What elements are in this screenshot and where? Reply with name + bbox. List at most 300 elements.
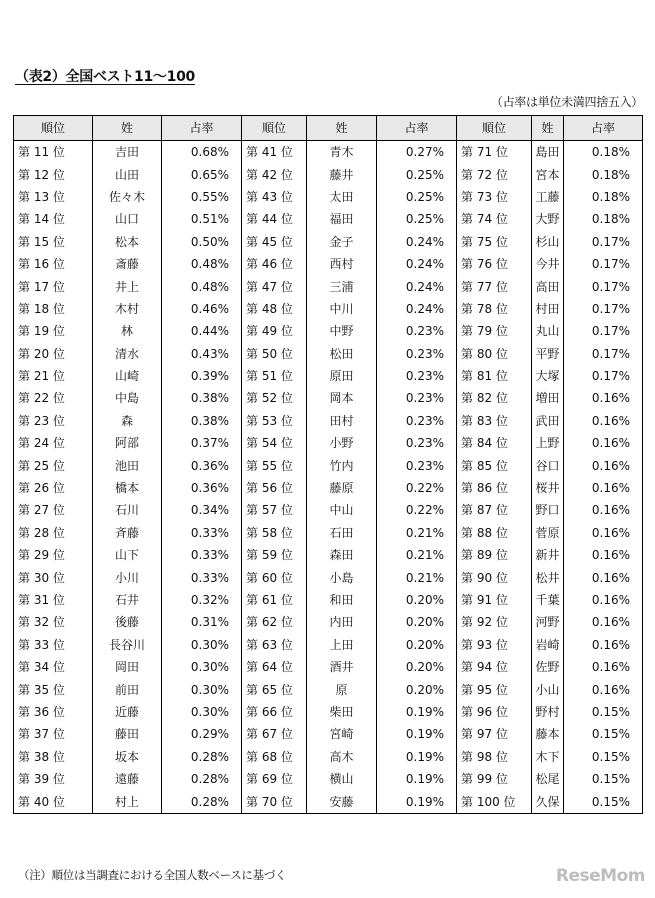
share-cell: 0.68% (162, 141, 242, 164)
rank-cell: 第 68 位 (242, 746, 307, 768)
rank-cell: 第 99 位 (457, 768, 532, 790)
rank-cell: 第 26 位 (14, 477, 93, 499)
surname-cell: 小野 (307, 432, 377, 454)
surname-cell: 今井 (532, 253, 564, 275)
surname-cell: 森田 (307, 544, 377, 566)
share-cell: 0.16% (564, 522, 643, 544)
rank-cell: 第 51 位 (242, 365, 307, 387)
surname-cell: 菅原 (532, 522, 564, 544)
table-row (14, 365, 643, 387)
rank-cell: 第 23 位 (14, 410, 93, 432)
surname-cell: 佐々木 (93, 186, 162, 208)
rank-cell: 第 91 位 (457, 589, 532, 611)
surname-cell: 前田 (93, 678, 162, 700)
table-row (14, 275, 643, 297)
rank-cell: 第 89 位 (457, 544, 532, 566)
surname-cell: 上野 (532, 432, 564, 454)
rank-cell: 第 94 位 (457, 656, 532, 678)
table-row (14, 544, 643, 566)
share-cell: 0.28% (162, 746, 242, 768)
surname-cell: 佐野 (532, 656, 564, 678)
share-cell: 0.48% (162, 253, 242, 275)
table-row (14, 298, 643, 320)
header-surname: 姓 (93, 116, 162, 141)
table-row (14, 589, 643, 611)
rank-cell: 第 46 位 (242, 253, 307, 275)
share-cell: 0.65% (162, 163, 242, 185)
share-cell: 0.29% (162, 723, 242, 745)
surname-cell: 小島 (307, 566, 377, 588)
rank-cell: 第 37 位 (14, 723, 93, 745)
surname-cell: 平野 (532, 343, 564, 365)
share-cell: 0.36% (162, 454, 242, 476)
share-cell: 0.16% (564, 544, 643, 566)
surname-cell: 吉田 (93, 141, 162, 164)
share-cell: 0.22% (377, 499, 457, 521)
rank-cell: 第 62 位 (242, 611, 307, 633)
share-cell: 0.15% (564, 723, 643, 745)
share-cell: 0.30% (162, 678, 242, 700)
rank-cell: 第 20 位 (14, 343, 93, 365)
share-cell: 0.51% (162, 208, 242, 230)
surname-cell: 太田 (307, 186, 377, 208)
share-cell: 0.17% (564, 320, 643, 342)
table-row (14, 768, 643, 790)
rank-cell: 第 44 位 (242, 208, 307, 230)
rank-cell: 第 16 位 (14, 253, 93, 275)
surname-cell: 林 (93, 320, 162, 342)
share-cell: 0.20% (377, 611, 457, 633)
surname-cell: 石川 (93, 499, 162, 521)
share-cell: 0.15% (564, 790, 643, 813)
table-row (14, 186, 643, 208)
rank-cell: 第 87 位 (457, 499, 532, 521)
surname-cell: 上田 (307, 634, 377, 656)
table-row (14, 410, 643, 432)
table-row (14, 208, 643, 230)
share-cell: 0.38% (162, 387, 242, 409)
share-cell: 0.16% (564, 566, 643, 588)
surname-cell: 岡田 (93, 656, 162, 678)
surname-cell: 大塚 (532, 365, 564, 387)
rank-cell: 第 70 位 (242, 790, 307, 813)
surname-cell: 石井 (93, 589, 162, 611)
surname-cell: 新井 (532, 544, 564, 566)
rank-cell: 第 42 位 (242, 163, 307, 185)
share-cell: 0.50% (162, 231, 242, 253)
table-row (14, 253, 643, 275)
rank-cell: 第 11 位 (14, 141, 93, 164)
share-cell: 0.38% (162, 410, 242, 432)
surname-cell: 和田 (307, 589, 377, 611)
rank-cell: 第 27 位 (14, 499, 93, 521)
table-row (14, 231, 643, 253)
surname-cell: 安藤 (307, 790, 377, 813)
rank-cell: 第 17 位 (14, 275, 93, 297)
rank-cell: 第 53 位 (242, 410, 307, 432)
rank-cell: 第 14 位 (14, 208, 93, 230)
share-cell: 0.23% (377, 365, 457, 387)
rank-cell: 第 52 位 (242, 387, 307, 409)
surname-cell: 藤田 (93, 723, 162, 745)
share-cell: 0.20% (377, 678, 457, 700)
share-cell: 0.16% (564, 432, 643, 454)
surname-cell: 近藤 (93, 701, 162, 723)
share-cell: 0.44% (162, 320, 242, 342)
table-row (14, 432, 643, 454)
rank-cell: 第 84 位 (457, 432, 532, 454)
rank-cell: 第 79 位 (457, 320, 532, 342)
share-cell: 0.39% (162, 365, 242, 387)
rank-cell: 第 86 位 (457, 477, 532, 499)
rank-cell: 第 24 位 (14, 432, 93, 454)
header-surname: 姓 (307, 116, 377, 141)
share-cell: 0.21% (377, 566, 457, 588)
surname-cell: 中川 (307, 298, 377, 320)
surname-cell: 杉山 (532, 231, 564, 253)
share-cell: 0.36% (162, 477, 242, 499)
rank-cell: 第 88 位 (457, 522, 532, 544)
rank-cell: 第 19 位 (14, 320, 93, 342)
share-cell: 0.17% (564, 253, 643, 275)
surname-cell: 島田 (532, 141, 564, 164)
share-cell: 0.18% (564, 141, 643, 164)
surname-cell: 桜井 (532, 477, 564, 499)
header-row (14, 116, 643, 141)
share-cell: 0.22% (377, 477, 457, 499)
surname-cell: 長谷川 (93, 634, 162, 656)
rank-cell: 第 65 位 (242, 678, 307, 700)
surname-cell: 柴田 (307, 701, 377, 723)
surname-cell: 野村 (532, 701, 564, 723)
table-row (14, 343, 643, 365)
rank-cell: 第 100 位 (457, 790, 532, 813)
surname-cell: 村田 (532, 298, 564, 320)
share-cell: 0.16% (564, 387, 643, 409)
rank-cell: 第 71 位 (457, 141, 532, 164)
share-cell: 0.20% (377, 634, 457, 656)
share-cell: 0.33% (162, 544, 242, 566)
share-cell: 0.23% (377, 343, 457, 365)
rank-cell: 第 59 位 (242, 544, 307, 566)
resemom-logo: ReseMom (555, 866, 645, 886)
rank-cell: 第 66 位 (242, 701, 307, 723)
surname-cell: 森 (93, 410, 162, 432)
surname-cell: 松井 (532, 566, 564, 588)
rank-cell: 第 96 位 (457, 701, 532, 723)
rank-cell: 第 22 位 (14, 387, 93, 409)
share-cell: 0.16% (564, 499, 643, 521)
share-cell: 0.20% (377, 656, 457, 678)
surname-cell: 遠藤 (93, 768, 162, 790)
table-row (14, 656, 643, 678)
table-row (14, 611, 643, 633)
table-row (14, 522, 643, 544)
share-cell: 0.25% (377, 163, 457, 185)
share-cell: 0.43% (162, 343, 242, 365)
share-cell: 0.15% (564, 746, 643, 768)
table-row (14, 566, 643, 588)
surname-cell: 宮崎 (307, 723, 377, 745)
share-cell: 0.16% (564, 634, 643, 656)
share-cell: 0.17% (564, 343, 643, 365)
surname-cell: 中島 (93, 387, 162, 409)
share-cell: 0.24% (377, 231, 457, 253)
rank-cell: 第 31 位 (14, 589, 93, 611)
rank-cell: 第 81 位 (457, 365, 532, 387)
rank-cell: 第 55 位 (242, 454, 307, 476)
table-row (14, 387, 643, 409)
surname-cell: 竹内 (307, 454, 377, 476)
surname-cell: 松本 (93, 231, 162, 253)
rank-cell: 第 33 位 (14, 634, 93, 656)
share-cell: 0.46% (162, 298, 242, 320)
table-title: （表2）全国ベスト11～100 (15, 69, 195, 85)
rank-cell: 第 57 位 (242, 499, 307, 521)
share-cell: 0.32% (162, 589, 242, 611)
rank-cell: 第 64 位 (242, 656, 307, 678)
share-cell: 0.17% (564, 231, 643, 253)
share-cell: 0.23% (377, 320, 457, 342)
rank-cell: 第 54 位 (242, 432, 307, 454)
surname-cell: 中山 (307, 499, 377, 521)
share-cell: 0.31% (162, 611, 242, 633)
share-cell: 0.33% (162, 566, 242, 588)
share-cell: 0.21% (377, 544, 457, 566)
rank-cell: 第 97 位 (457, 723, 532, 745)
surname-cell: 内田 (307, 611, 377, 633)
rank-cell: 第 50 位 (242, 343, 307, 365)
rank-cell: 第 73 位 (457, 186, 532, 208)
surname-cell: 工藤 (532, 186, 564, 208)
surname-cell: 西村 (307, 253, 377, 275)
share-cell: 0.28% (162, 768, 242, 790)
share-cell: 0.30% (162, 656, 242, 678)
share-cell: 0.25% (377, 208, 457, 230)
surname-cell: 石田 (307, 522, 377, 544)
share-cell: 0.25% (377, 186, 457, 208)
share-cell: 0.19% (377, 723, 457, 745)
share-cell: 0.16% (564, 589, 643, 611)
rank-cell: 第 76 位 (457, 253, 532, 275)
share-cell: 0.48% (162, 275, 242, 297)
table-row (14, 320, 643, 342)
surname-cell: 阿部 (93, 432, 162, 454)
rank-cell: 第 85 位 (457, 454, 532, 476)
share-cell: 0.30% (162, 634, 242, 656)
table-row (14, 477, 643, 499)
header-share: 占率 (162, 116, 242, 141)
header-rank: 順位 (457, 116, 532, 141)
surname-cell: 酒井 (307, 656, 377, 678)
share-cell: 0.55% (162, 186, 242, 208)
rank-cell: 第 56 位 (242, 477, 307, 499)
table-row (14, 746, 643, 768)
surname-cell: 千葉 (532, 589, 564, 611)
header-share: 占率 (377, 116, 457, 141)
table-row (14, 678, 643, 700)
rank-cell: 第 98 位 (457, 746, 532, 768)
surname-cell: 中野 (307, 320, 377, 342)
rank-cell: 第 78 位 (457, 298, 532, 320)
share-cell: 0.19% (377, 768, 457, 790)
rank-cell: 第 77 位 (457, 275, 532, 297)
rank-cell: 第 35 位 (14, 678, 93, 700)
surname-cell: 小山 (532, 678, 564, 700)
surname-cell: 斎藤 (93, 253, 162, 275)
share-cell: 0.18% (564, 163, 643, 185)
share-cell: 0.19% (377, 746, 457, 768)
surname-cell: 高木 (307, 746, 377, 768)
rank-cell: 第 82 位 (457, 387, 532, 409)
surname-cell: 藤原 (307, 477, 377, 499)
rank-cell: 第 69 位 (242, 768, 307, 790)
rank-cell: 第 25 位 (14, 454, 93, 476)
surname-cell: 谷口 (532, 454, 564, 476)
surname-cell: 丸山 (532, 320, 564, 342)
rank-cell: 第 15 位 (14, 231, 93, 253)
surname-cell: 村上 (93, 790, 162, 813)
surname-cell: 藤井 (307, 163, 377, 185)
share-cell: 0.19% (377, 790, 457, 813)
surname-cell: 青木 (307, 141, 377, 164)
surname-cell: 後藤 (93, 611, 162, 633)
table-row (14, 163, 643, 185)
surname-cell: 小川 (93, 566, 162, 588)
share-cell: 0.16% (564, 477, 643, 499)
surname-cell: 木村 (93, 298, 162, 320)
rank-cell: 第 72 位 (457, 163, 532, 185)
surname-cell: 斉藤 (93, 522, 162, 544)
rank-cell: 第 41 位 (242, 141, 307, 164)
share-cell: 0.30% (162, 701, 242, 723)
surname-cell: 山田 (93, 163, 162, 185)
surname-cell: 高田 (532, 275, 564, 297)
share-cell: 0.20% (377, 589, 457, 611)
rank-cell: 第 95 位 (457, 678, 532, 700)
surname-cell: 藤本 (532, 723, 564, 745)
rank-cell: 第 60 位 (242, 566, 307, 588)
share-cell: 0.16% (564, 678, 643, 700)
rank-cell: 第 83 位 (457, 410, 532, 432)
footnote: （注）順位は当調査における全国人数ベースに基づく (18, 868, 287, 882)
table-row (14, 723, 643, 745)
header-rank: 順位 (14, 116, 93, 141)
surname-cell: 横山 (307, 768, 377, 790)
share-cell: 0.19% (377, 701, 457, 723)
surname-cell: 田村 (307, 410, 377, 432)
share-cell: 0.15% (564, 768, 643, 790)
share-cell: 0.23% (377, 410, 457, 432)
surname-cell: 井上 (93, 275, 162, 297)
surname-cell: 原田 (307, 365, 377, 387)
surname-cell: 松田 (307, 343, 377, 365)
rank-cell: 第 29 位 (14, 544, 93, 566)
share-cell: 0.24% (377, 253, 457, 275)
rank-cell: 第 12 位 (14, 163, 93, 185)
rank-cell: 第 38 位 (14, 746, 93, 768)
rank-cell: 第 61 位 (242, 589, 307, 611)
share-cell: 0.37% (162, 432, 242, 454)
share-cell: 0.15% (564, 701, 643, 723)
rank-cell: 第 18 位 (14, 298, 93, 320)
share-cell: 0.16% (564, 611, 643, 633)
rank-cell: 第 93 位 (457, 634, 532, 656)
surname-cell: 坂本 (93, 746, 162, 768)
surname-cell: 野口 (532, 499, 564, 521)
surname-cell: 武田 (532, 410, 564, 432)
rank-cell: 第 40 位 (14, 790, 93, 813)
rank-cell: 第 80 位 (457, 343, 532, 365)
rank-cell: 第 63 位 (242, 634, 307, 656)
surname-cell: 橋本 (93, 477, 162, 499)
share-cell: 0.18% (564, 208, 643, 230)
surname-cell: 山下 (93, 544, 162, 566)
rank-cell: 第 43 位 (242, 186, 307, 208)
share-cell: 0.23% (377, 387, 457, 409)
rank-cell: 第 32 位 (14, 611, 93, 633)
share-cell: 0.16% (564, 656, 643, 678)
rounding-note: （占率は単位未満四捨五入） (490, 95, 643, 109)
rank-cell: 第 92 位 (457, 611, 532, 633)
rank-cell: 第 67 位 (242, 723, 307, 745)
surname-cell: 松尾 (532, 768, 564, 790)
table-row (14, 634, 643, 656)
rank-cell: 第 30 位 (14, 566, 93, 588)
surname-cell: 原 (307, 678, 377, 700)
surname-cell: 池田 (93, 454, 162, 476)
share-cell: 0.28% (162, 790, 242, 813)
header-share: 占率 (564, 116, 643, 141)
surname-cell: 山崎 (93, 365, 162, 387)
rank-cell: 第 34 位 (14, 656, 93, 678)
surname-cell: 金子 (307, 231, 377, 253)
share-cell: 0.34% (162, 499, 242, 521)
rank-cell: 第 45 位 (242, 231, 307, 253)
table-row (14, 454, 643, 476)
rank-cell: 第 75 位 (457, 231, 532, 253)
table-row (14, 790, 643, 813)
rank-cell: 第 58 位 (242, 522, 307, 544)
surname-cell: 山口 (93, 208, 162, 230)
rank-cell: 第 74 位 (457, 208, 532, 230)
surname-cell: 岩崎 (532, 634, 564, 656)
table-row (14, 141, 643, 164)
share-cell: 0.24% (377, 275, 457, 297)
share-cell: 0.17% (564, 365, 643, 387)
share-cell: 0.16% (564, 410, 643, 432)
share-cell: 0.17% (564, 275, 643, 297)
rank-cell: 第 47 位 (242, 275, 307, 297)
surname-cell: 三浦 (307, 275, 377, 297)
surname-cell: 河野 (532, 611, 564, 633)
header-rank: 順位 (242, 116, 307, 141)
table-row (14, 499, 643, 521)
rank-cell: 第 48 位 (242, 298, 307, 320)
share-cell: 0.24% (377, 298, 457, 320)
share-cell: 0.23% (377, 432, 457, 454)
surname-cell: 木下 (532, 746, 564, 768)
surname-cell: 宮本 (532, 163, 564, 185)
rank-cell: 第 28 位 (14, 522, 93, 544)
surname-cell: 清水 (93, 343, 162, 365)
surname-ranking-table (13, 115, 643, 814)
surname-cell: 福田 (307, 208, 377, 230)
table-row (14, 701, 643, 723)
header-surname: 姓 (532, 116, 564, 141)
share-cell: 0.16% (564, 454, 643, 476)
rank-cell: 第 36 位 (14, 701, 93, 723)
